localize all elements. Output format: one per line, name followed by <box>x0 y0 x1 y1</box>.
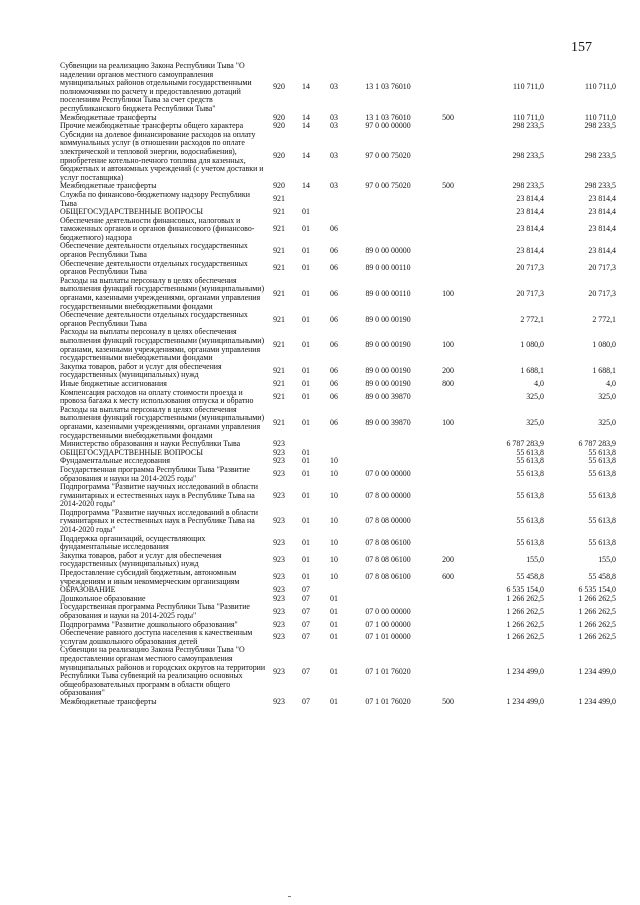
row-amount-first: 6 535 154,0 <box>506 585 544 595</box>
row-code: 923 <box>273 572 285 582</box>
row-section: 07 <box>302 593 310 603</box>
row-amount-first: 55 613,8 <box>516 469 544 479</box>
row-amount-second: 1 266 262,5 <box>578 593 616 603</box>
row-subsection: 01 <box>330 696 338 706</box>
row-amount-second: 110 711,0 <box>585 112 616 122</box>
table-row <box>60 535 616 552</box>
row-amount-first: 23 814,4 <box>516 245 544 255</box>
row-amount-first: 155,0 <box>526 555 544 565</box>
row-code: 923 <box>273 439 285 449</box>
row-target-article: 07 1 00 00000 <box>365 619 411 629</box>
row-expense-kind: 600 <box>442 572 454 582</box>
row-subsection: 06 <box>330 378 338 388</box>
row-amount-first: 2 772,1 <box>520 314 544 324</box>
row-name: Расходы на выплаты персоналу в целях обеспечения выполнения функций государственными (муниципальными) органами, казенными учреждениями, органами управления государственными внебюджетными фондами <box>60 327 265 363</box>
row-name: Расходы на выплаты персоналу в целях обеспечения выполнения функций государственными (муниципальными) органами, казенными учреждениями, органами управления государственными внебюджетными фондами <box>60 275 265 311</box>
row-amount-second: 1 234 499,0 <box>578 666 616 676</box>
row-amount-first: 55 458,8 <box>516 572 544 582</box>
row-code: 920 <box>273 181 285 191</box>
row-section: 01 <box>302 456 310 466</box>
row-amount-second: 23 814,4 <box>588 207 616 217</box>
row-code: 923 <box>273 516 285 526</box>
row-name: Подпрограмма "Развитие научных исследований в области гуманитарных и естественных наук в Республике Тыва на 2014-2020 годы" <box>60 507 259 535</box>
row-amount-first: 20 717,3 <box>516 262 544 272</box>
row-code: 921 <box>273 391 285 401</box>
table-row <box>60 483 616 509</box>
row-subsection: 06 <box>330 288 338 298</box>
row-target-article: 97 0 00 75020 <box>365 181 411 191</box>
row-section: 01 <box>302 366 310 376</box>
table-row <box>60 260 616 277</box>
row-section: 07 <box>302 585 310 595</box>
row-expense-kind: 100 <box>442 288 454 298</box>
row-subsection: 10 <box>330 537 338 547</box>
row-code: 923 <box>273 619 285 629</box>
row-amount-first: 55 613,8 <box>516 537 544 547</box>
row-section: 07 <box>302 606 310 616</box>
row-amount-first: 298 233,5 <box>512 151 544 161</box>
row-amount-first: 55 613,8 <box>516 516 544 526</box>
row-amount-second: 298 233,5 <box>584 181 616 191</box>
row-code: 923 <box>273 456 285 466</box>
row-subsection: 01 <box>330 619 338 629</box>
row-name: Предоставление субсидий бюджетным, автономным учреждениям и иным некоммерческим организациям <box>60 568 240 586</box>
row-name: Субвенции на реализацию Закона Республики Тыва "О наделении органов местного самоуправления муниципальных районов отдельными государственными полномочиями по расчету и предоставлению дотаций поселениям Республики Тыва за счет средств республиканского бюджета Республики Тыва" <box>60 61 252 113</box>
row-code: 923 <box>273 606 285 616</box>
row-target-article: 07 1 01 00000 <box>365 632 411 642</box>
table-row <box>60 466 616 483</box>
row-amount-second: 23 814,4 <box>588 224 616 234</box>
row-section: 01 <box>302 207 310 217</box>
row-amount-second: 6 535 154,0 <box>578 585 616 595</box>
row-target-article: 07 8 08 00000 <box>365 516 411 526</box>
row-name: Субсидии на долевое финансирование расходов на оплату коммунальных услуг (в отношении расходов по оплате электрической и тепловой энергии, водоснабжения), приобретение котельно-печного топлива для казенных, бюджетных и автономных учреждений (с учетом доставки и услуг поставщика) <box>60 129 264 182</box>
row-code: 921 <box>273 314 285 324</box>
table-row <box>60 363 616 380</box>
row-expense-kind: 100 <box>442 417 454 427</box>
row-target-article: 13 1 03 76010 <box>365 112 411 122</box>
row-section: 01 <box>302 262 310 272</box>
row-code: 921 <box>273 194 285 204</box>
row-subsection: 01 <box>330 606 338 616</box>
row-target-article: 89 0 00 00190 <box>365 314 411 324</box>
row-amount-first: 20 717,3 <box>516 288 544 298</box>
table-row <box>60 603 616 620</box>
row-code: 920 <box>273 112 285 122</box>
row-amount-second: 1 688,1 <box>592 366 616 376</box>
row-amount-first: 1 234 499,0 <box>506 696 544 706</box>
row-section: 01 <box>302 314 310 324</box>
row-code: 921 <box>273 224 285 234</box>
row-name: Обеспечение деятельности отдельных государственных органов Республики Тыва <box>60 258 248 277</box>
row-section: 01 <box>302 224 310 234</box>
row-target-article: 89 0 00 00190 <box>365 378 411 388</box>
row-section: 01 <box>302 245 310 255</box>
row-amount-second: 55 613,8 <box>588 469 616 479</box>
row-code: 923 <box>273 490 285 500</box>
row-amount-second: 1 080,0 <box>592 340 616 350</box>
row-target-article: 07 8 08 06100 <box>365 537 411 547</box>
row-subsection: 10 <box>330 555 338 565</box>
row-subsection: 06 <box>330 366 338 376</box>
table-row <box>60 629 616 646</box>
row-amount-second: 1 266 262,5 <box>578 632 616 642</box>
row-target-article: 89 0 00 00190 <box>365 340 411 350</box>
row-target-article: 07 0 00 00000 <box>365 606 411 616</box>
row-code: 923 <box>273 537 285 547</box>
row-subsection: 03 <box>330 112 338 122</box>
table-row <box>60 389 616 406</box>
row-code: 923 <box>273 666 285 676</box>
row-amount-first: 55 613,8 <box>516 490 544 500</box>
row-amount-first: 325,0 <box>526 417 544 427</box>
row-subsection: 10 <box>330 456 338 466</box>
row-amount-second: 55 458,8 <box>588 572 616 582</box>
row-amount-first: 1 266 262,5 <box>506 632 544 642</box>
row-name: ОБЩЕГОСУДАРСТВЕННЫЕ ВОПРОСЫ <box>60 207 204 217</box>
row-target-article: 89 0 00 00110 <box>365 262 411 272</box>
row-amount-first: 1 080,0 <box>520 340 544 350</box>
row-amount-second: 2 772,1 <box>592 314 616 324</box>
row-target-article: 07 8 08 06100 <box>365 555 411 565</box>
row-section: 01 <box>302 555 310 565</box>
row-section: 01 <box>302 490 310 500</box>
row-expense-kind: 800 <box>442 378 454 388</box>
row-name: Дошкольное образование <box>60 593 146 603</box>
row-subsection: 03 <box>330 121 338 131</box>
table-row <box>60 62 616 114</box>
row-subsection: 10 <box>330 490 338 500</box>
row-section: 01 <box>302 288 310 298</box>
budget-table <box>60 62 616 707</box>
row-amount-first: 298 233,5 <box>512 181 544 191</box>
table-row <box>60 406 616 440</box>
row-target-article: 07 8 08 06100 <box>365 572 411 582</box>
row-amount-second: 325,0 <box>598 391 616 401</box>
row-target-article: 89 0 00 00110 <box>365 288 411 298</box>
row-subsection: 06 <box>330 245 338 255</box>
row-subsection: 03 <box>330 181 338 191</box>
row-name: Подпрограмма "Развитие научных исследований в области гуманитарных и естественных наук в Республике Тыва на 2014-2020 годы" <box>60 482 259 509</box>
row-target-article: 07 1 01 76020 <box>365 696 411 706</box>
row-amount-second: 325,0 <box>598 417 616 427</box>
row-amount-second: 1 266 262,5 <box>578 619 616 629</box>
row-amount-first: 298 233,5 <box>512 121 544 131</box>
row-code: 923 <box>273 555 285 565</box>
row-amount-second: 55 613,8 <box>588 537 616 547</box>
row-section: 14 <box>302 112 310 122</box>
row-amount-first: 55 613,8 <box>516 456 544 466</box>
row-name: ОБЩЕГОСУДАРСТВЕННЫЕ ВОПРОСЫ <box>60 447 204 457</box>
row-amount-second: 23 814,4 <box>588 194 616 204</box>
table-row <box>60 311 616 328</box>
table-row <box>60 242 616 259</box>
row-code: 921 <box>273 366 285 376</box>
row-amount-first: 1 266 262,5 <box>506 619 544 629</box>
row-section: 07 <box>302 696 310 706</box>
row-target-article: 89 0 00 39870 <box>365 417 411 427</box>
row-section: 01 <box>302 469 310 479</box>
row-amount-second: 55 613,8 <box>588 490 616 500</box>
row-code: 921 <box>273 378 285 388</box>
row-subsection: 03 <box>330 82 338 92</box>
row-amount-second: 1 234 499,0 <box>578 696 616 706</box>
row-amount-first: 6 787 283,9 <box>506 439 544 449</box>
row-name: Расходы на выплаты персоналу в целях обеспечения выполнения функций государственными (муниципальными) органами, казенными учреждениями, органами управления государственными внебюджетными фондами <box>60 404 265 440</box>
row-amount-first: 1 266 262,5 <box>506 593 544 603</box>
row-subsection: 10 <box>330 469 338 479</box>
row-section: 01 <box>302 572 310 582</box>
page-number: 157 <box>571 40 592 55</box>
row-section: 14 <box>302 82 310 92</box>
row-section: 01 <box>302 537 310 547</box>
row-code: 921 <box>273 245 285 255</box>
row-amount-second: 110 711,0 <box>585 82 616 92</box>
row-name: Обеспечение деятельности отдельных государственных органов Республики Тыва <box>60 310 248 328</box>
row-name: Государственная программа Республики Тыва "Развитие образования и науки на 2014-2025 годы" <box>60 602 250 620</box>
row-expense-kind: 200 <box>442 555 454 565</box>
table-row <box>60 191 616 208</box>
row-amount-second: 155,0 <box>598 555 616 565</box>
row-amount-second: 1 266 262,5 <box>578 606 616 616</box>
row-subsection: 06 <box>330 224 338 234</box>
row-amount-second: 298 233,5 <box>584 151 616 161</box>
row-section: 01 <box>302 447 310 457</box>
row-subsection: 01 <box>330 593 338 603</box>
row-amount-first: 110 711,0 <box>513 82 544 92</box>
row-name: Межбюджетные трансферты <box>60 112 157 122</box>
row-name: Компенсация расходов на оплату стоимости проезда и провоза багажа к месту использования отпуска и обратно <box>60 387 254 406</box>
row-subsection: 10 <box>330 516 338 526</box>
row-section: 14 <box>302 121 310 131</box>
row-target-article: 89 0 00 39870 <box>365 391 411 401</box>
row-target-article: 13 1 03 76010 <box>365 82 411 92</box>
row-name: Закупка товаров, работ и услуг для обеспечения государственных (муниципальных) нужд <box>60 550 222 569</box>
row-code: 923 <box>273 696 285 706</box>
row-amount-first: 1 688,1 <box>520 366 544 376</box>
row-code: 920 <box>273 121 285 131</box>
row-section: 01 <box>302 417 310 427</box>
row-amount-first: 4,0 <box>534 378 544 388</box>
row-name: Подпрограмма "Развитие дошкольного образования" <box>60 619 238 629</box>
row-amount-second: 20 717,3 <box>588 262 616 272</box>
table-row <box>60 646 616 698</box>
table-row <box>60 328 616 362</box>
row-expense-kind: 500 <box>442 181 454 191</box>
row-name: ОБРАЗОВАНИЕ <box>60 585 116 595</box>
row-expense-kind: 200 <box>442 366 454 376</box>
row-name: Иные бюджетные ассигнования <box>60 378 167 388</box>
row-subsection: 06 <box>330 391 338 401</box>
row-expense-kind: 100 <box>442 340 454 350</box>
row-section: 07 <box>302 666 310 676</box>
row-name: Межбюджетные трансферты <box>60 181 157 191</box>
row-name: Закупка товаров, работ и услуг для обеспечения государственных (муниципальных) нужд <box>60 361 222 380</box>
row-section: 01 <box>302 391 310 401</box>
row-name: Государственная программа Республики Тыва "Развитие образования и науки на 2014-2025 годы" <box>60 464 250 483</box>
row-amount-first: 23 814,4 <box>516 194 544 204</box>
row-section: 07 <box>302 619 310 629</box>
row-amount-first: 23 814,4 <box>516 207 544 217</box>
row-amount-first: 55 613,8 <box>516 447 544 457</box>
row-name: Субвенции на реализацию Закона Республики Тыва "О предоставлении органам местного самоуправления муниципальных районов и городских округов на территории Республики Тыва субвенций на реализацию основных общеобразовательных программ в области общего образования" <box>60 645 266 698</box>
row-name: Обеспечение деятельности отдельных государственных органов Республики Тыва <box>60 241 248 260</box>
row-target-article: 89 0 00 00190 <box>365 366 411 376</box>
row-amount-second: 6 787 283,9 <box>578 439 616 449</box>
row-code: 920 <box>273 151 285 161</box>
row-subsection: 06 <box>330 262 338 272</box>
table-row <box>60 552 616 569</box>
row-name: Служба по финансово-бюджетному надзору Республики Тыва <box>60 189 250 208</box>
row-amount-second: 55 613,8 <box>588 516 616 526</box>
row-amount-first: 1 266 262,5 <box>506 606 544 616</box>
row-code: 921 <box>273 340 285 350</box>
row-target-article: 07 1 01 76020 <box>365 666 411 676</box>
row-section: 14 <box>302 181 310 191</box>
row-target-article: 89 0 00 00000 <box>365 245 411 255</box>
row-subsection: 10 <box>330 572 338 582</box>
table-row <box>60 217 616 243</box>
row-expense-kind: 500 <box>442 696 454 706</box>
row-amount-first: 23 814,4 <box>516 224 544 234</box>
table-row <box>60 698 616 707</box>
row-name: Министерство образования и науки Республики Тыва <box>60 439 241 449</box>
row-code: 920 <box>273 82 285 92</box>
row-subsection: 01 <box>330 666 338 676</box>
table-row <box>60 277 616 311</box>
row-amount-first: 110 711,0 <box>513 112 544 122</box>
row-section: 07 <box>302 632 310 642</box>
row-code: 921 <box>273 207 285 217</box>
scan-mark <box>288 896 291 897</box>
row-name: Межбюджетные трансферты <box>60 696 157 706</box>
row-target-article: 97 0 00 00000 <box>365 121 411 131</box>
row-amount-first: 325,0 <box>526 391 544 401</box>
row-name: Обеспечение деятельности финансовых, налоговых и таможенных органов и органов финансового (финансово-бюджетного) надзора <box>60 215 255 242</box>
row-name: Прочие межбюджетные трансферты общего характера <box>60 121 244 131</box>
row-target-article: 97 0 00 75020 <box>365 151 411 161</box>
row-amount-second: 55 613,8 <box>588 456 616 466</box>
row-name: Фундаментальные исследования <box>60 456 171 466</box>
row-section: 14 <box>302 151 310 161</box>
row-subsection: 01 <box>330 632 338 642</box>
row-amount-second: 20 717,3 <box>588 288 616 298</box>
row-amount-second: 23 814,4 <box>588 245 616 255</box>
row-section: 01 <box>302 340 310 350</box>
row-name: Поддержка организаций, осуществляющих фундаментальные исследования <box>60 533 206 552</box>
row-code: 923 <box>273 632 285 642</box>
row-amount-second: 298 233,5 <box>584 121 616 131</box>
row-code: 923 <box>273 469 285 479</box>
row-amount-second: 4,0 <box>606 378 616 388</box>
row-code: 923 <box>273 447 285 457</box>
row-code: 921 <box>273 262 285 272</box>
row-code: 923 <box>273 585 285 595</box>
table-row <box>60 131 616 183</box>
row-subsection: 06 <box>330 340 338 350</box>
row-section: 01 <box>302 516 310 526</box>
row-subsection: 06 <box>330 417 338 427</box>
row-name: Обеспечение равного доступа населения к качественным услугам дошкольного образования детей <box>60 628 253 646</box>
row-code: 923 <box>273 593 285 603</box>
row-target-article: 07 8 00 00000 <box>365 490 411 500</box>
row-amount-second: 55 613,8 <box>588 447 616 457</box>
row-subsection: 06 <box>330 314 338 324</box>
row-code: 921 <box>273 417 285 427</box>
row-expense-kind: 500 <box>442 112 454 122</box>
row-code: 921 <box>273 288 285 298</box>
table-row <box>60 509 616 535</box>
row-section: 01 <box>302 378 310 388</box>
table-row <box>60 569 616 586</box>
row-subsection: 03 <box>330 151 338 161</box>
row-target-article: 07 0 00 00000 <box>365 469 411 479</box>
row-amount-first: 1 234 499,0 <box>506 666 544 676</box>
